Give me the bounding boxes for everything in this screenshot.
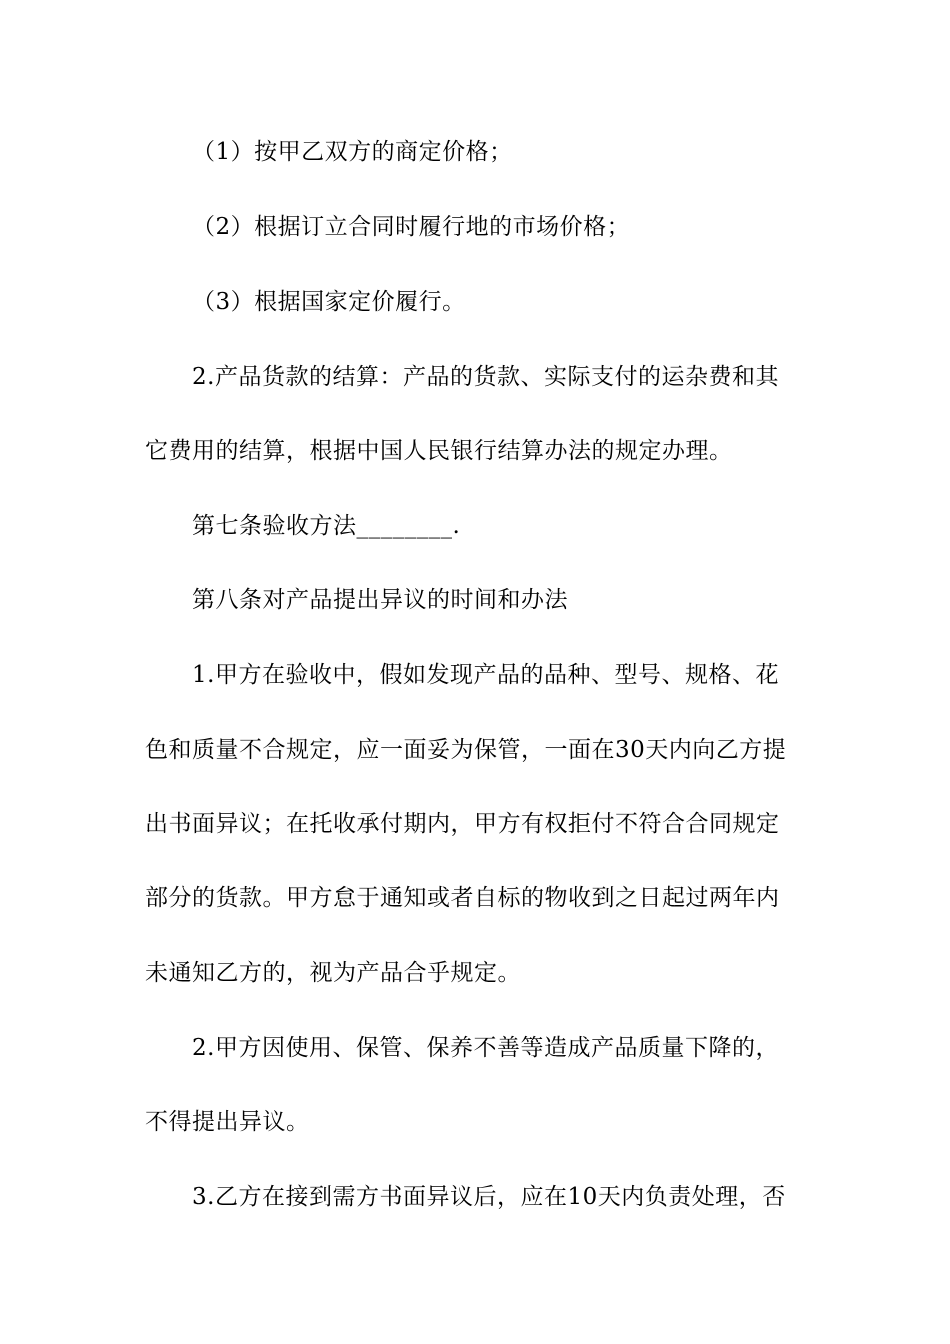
price-option-1: （1）按甲乙双方的商定价格； <box>192 139 513 165</box>
objection-clause-1-line-3: 出书面异议；在托收承付期内，甲方有权拒付不符合合同规定 <box>145 811 780 837</box>
article-8-heading: 第八条对产品提出异议的时间和办法 <box>192 587 568 613</box>
objection-clause-1-line-2: 色和质量不合规定，应一面妥为保管，一面在30天内向乙方提 <box>145 737 787 763</box>
objection-clause-1-line-1: 1.甲方在验收中，假如发现产品的品种、型号、规格、花 <box>192 662 779 688</box>
objection-clause-2-line-1: 2.甲方因使用、保管、保养不善等造成产品质量下降的， <box>192 1035 779 1061</box>
objection-clause-2-line-2: 不得提出异议。 <box>145 1109 310 1135</box>
price-option-2: （2）根据订立合同时履行地的市场价格； <box>192 214 631 240</box>
objection-clause-1-line-5: 未通知乙方的，视为产品合乎规定。 <box>145 960 521 986</box>
article-7-heading: 第七条验收方法________. <box>192 513 461 539</box>
objection-clause-1-line-4: 部分的货款。甲方怠于通知或者自标的物收到之日起过两年内 <box>145 885 780 911</box>
objection-clause-3-line-1: 3.乙方在接到需方书面异议后，应在10天内负责处理，否 <box>192 1184 786 1210</box>
price-option-3: （3）根据国家定价履行。 <box>192 289 466 315</box>
settlement-paragraph-line-1: 2.产品货款的结算：产品的货款、实际支付的运杂费和其 <box>192 364 779 390</box>
settlement-paragraph-line-2: 它费用的结算，根据中国人民银行结算办法的规定办理。 <box>145 438 733 464</box>
